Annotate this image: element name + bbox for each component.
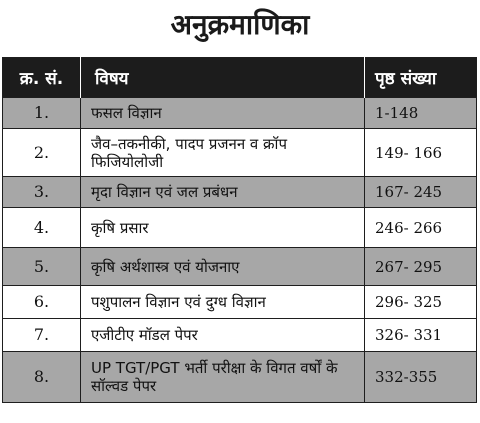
table-row: [3, 286, 477, 319]
row-number: 4.: [3, 208, 81, 248]
table-header-row: [3, 58, 477, 98]
row-number: 3.: [3, 177, 81, 208]
header-subject: विषय: [81, 58, 365, 98]
row-pages: 149- 166: [365, 129, 477, 177]
row-subject: पशुपालन विज्ञान एवं दुग्ध विज्ञान: [81, 286, 365, 319]
table-row: [3, 248, 477, 286]
row-number: 6.: [3, 286, 81, 319]
row-number: 8.: [3, 352, 81, 403]
row-subject: कृषि अर्थशास्त्र एवं योजनाए: [81, 248, 365, 286]
row-pages: 296- 325: [365, 286, 477, 319]
row-subject: फसल विज्ञान: [81, 98, 365, 129]
toc-table: [2, 57, 477, 403]
row-number: 1.: [3, 98, 81, 129]
row-pages: 267- 295: [365, 248, 477, 286]
table-row: [3, 129, 477, 177]
table-row: [3, 177, 477, 208]
row-subject: जैव–तकनीकी, पादप प्रजनन व क्रॉप फिजियोलोजी: [81, 129, 365, 177]
row-pages: 1-148: [365, 98, 477, 129]
row-pages: 326- 331: [365, 319, 477, 352]
row-pages: 167- 245: [365, 177, 477, 208]
page-title: अनुक्रमाणिका: [170, 8, 310, 41]
row-number: 7.: [3, 319, 81, 352]
row-subject: कृषि प्रसार: [81, 208, 365, 248]
table-row: [3, 98, 477, 129]
row-subject: मृदा विज्ञान एवं जल प्रबंधन: [81, 177, 365, 208]
row-subject: एजीटीए मॉडल पेपर: [81, 319, 365, 352]
table-row: [3, 208, 477, 248]
row-number: 2.: [3, 129, 81, 177]
row-number: 5.: [3, 248, 81, 286]
row-pages: 332-355: [365, 352, 477, 403]
header-pages: पृष्ठ संख्या: [365, 58, 477, 98]
table-row: [3, 352, 477, 403]
header-number: क्र. सं.: [3, 58, 81, 98]
table-row: [3, 319, 477, 352]
row-pages: 246- 266: [365, 208, 477, 248]
row-subject: UP TGT/PGT भर्ती परीक्षा के विगत वर्षों के सॉल्वड पेपर: [81, 352, 365, 403]
